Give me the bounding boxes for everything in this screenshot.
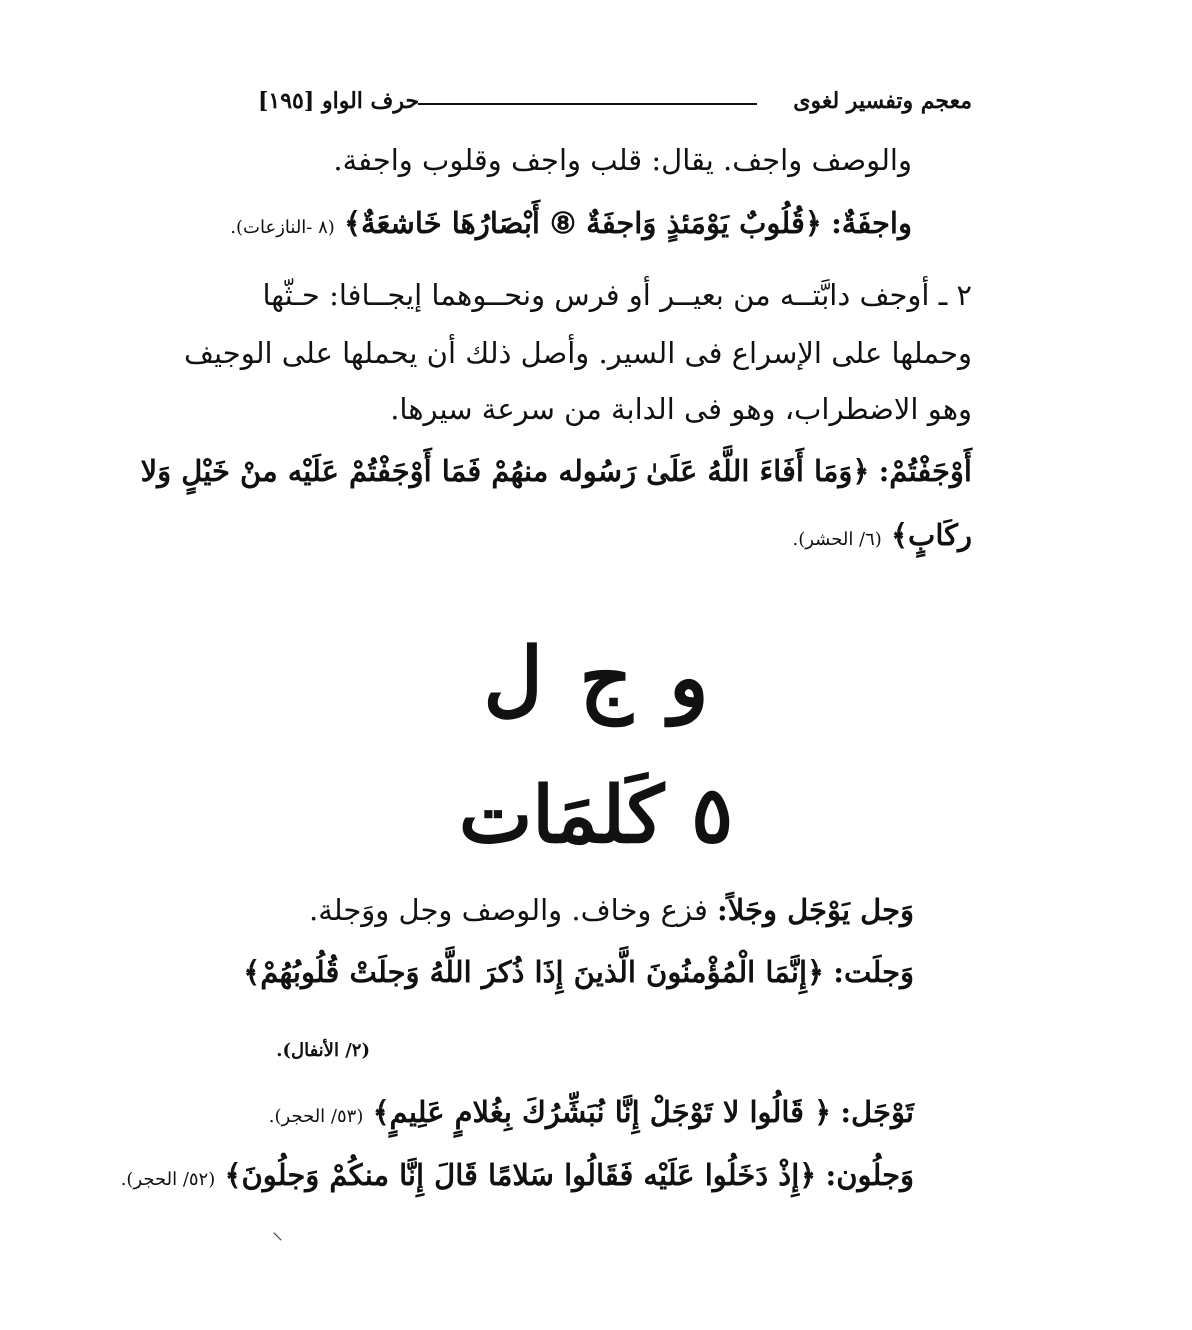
wjf-line-1: والوصف واجف. يقال: قلب واجف وقلوب واجفة. (333, 143, 912, 177)
headword-wajilat: وَجلَت: (833, 955, 914, 989)
root-heading-count: ٥ كَلمَات (458, 770, 734, 861)
tawjal-line (269, 1095, 914, 1130)
awjaftum-line-2 (793, 518, 973, 553)
verse-wajilat: ﴿إِنَّمَا الْمُؤْمنُونَ الَّذينَ إِذَا ذُكرَ اللَّهُ وَجلَتْ قُلُوبُهُمْ﴾ (243, 955, 825, 989)
awjaftum-line-1 (141, 454, 972, 489)
scan-speck: ⸌ (272, 1229, 284, 1254)
header-section (258, 88, 419, 114)
verse-wajifa: ﴿قُلُوبٌ يَوْمَئذٍ وَاجفَةٌ ⑧ أَبْصَارُهَا خَاشعَةٌ﴾ (344, 206, 822, 240)
ref-wajifa: (٨ -النازعات). (230, 217, 335, 238)
page-header (258, 88, 972, 120)
wajifa-line (230, 206, 912, 241)
verse-awjaftum-2: ركَابٍ﴾ (891, 518, 972, 552)
headword-wajil: وَجل يَوْجَل وجَلاً: (717, 893, 914, 927)
section-name: حرف الواو (321, 88, 420, 114)
sense2-line-1: ٢ ـ أوجف دابَّتــه من بعيــر أو فرس ونحــوهما إيجــافا: حـثّها (262, 278, 972, 312)
wajilat-line (243, 955, 914, 990)
verse-awjaftum-1: ﴿وَمَا أَفَاءَ اللَّهُ عَلَىٰ رَسُوله منهُمْ فَمَا أَوْجَفْتُمْ عَلَيْه منْ خَيْلٍ وَلا (140, 454, 870, 488)
ref-wajilun: (٥٢/ الحجر). (120, 1169, 216, 1190)
page-number: [١٩٥] (258, 88, 315, 114)
headword-wajifa: واجفَةٌ: (831, 206, 912, 240)
headword-wajilun: وَجلُون: (825, 1158, 914, 1192)
wajilun-line (121, 1158, 914, 1193)
headword-tawjal: تَوْجَل: (840, 1095, 914, 1129)
wjl-line-1 (309, 893, 914, 928)
verse-wajilun: ﴿إِذْ دَخَلُوا عَلَيْه فَقَالُوا سَلامًا قَالَ إِنَّا منكُمْ وَجلُونَ﴾ (224, 1158, 817, 1192)
ref-awjaftum: (٦/ الحشر). (792, 529, 882, 550)
verse-tawjal: ﴿ قَالُوا لا تَوْجَلْ إِنَّا نُبَشِّرُكَ بِغُلامٍ عَلِيمٍ﴾ (372, 1095, 832, 1129)
headword-awjaftum: أَوْجَفْتُمْ: (878, 454, 972, 488)
sense2-line-2: وحملها على الإسراع فى السير. وأصل ذلك أن يحملها على الوجيف (184, 336, 972, 370)
wjl-definition: فزع وخاف. والوصف وجل ووَجلة. (309, 893, 708, 927)
book-title: معجم وتفسير لغوى (793, 88, 972, 114)
sense2-line-3: وهو الاضطراب، وهو فى الدابة من سرعة سيرها. (390, 392, 972, 426)
ref-wajilat: (٢/ الأنفال). (276, 1040, 370, 1061)
header-rule (418, 103, 757, 105)
root-heading-letters: و ج ل (483, 630, 709, 726)
ref-tawjal: (٥٣/ الحجر). (268, 1106, 364, 1127)
